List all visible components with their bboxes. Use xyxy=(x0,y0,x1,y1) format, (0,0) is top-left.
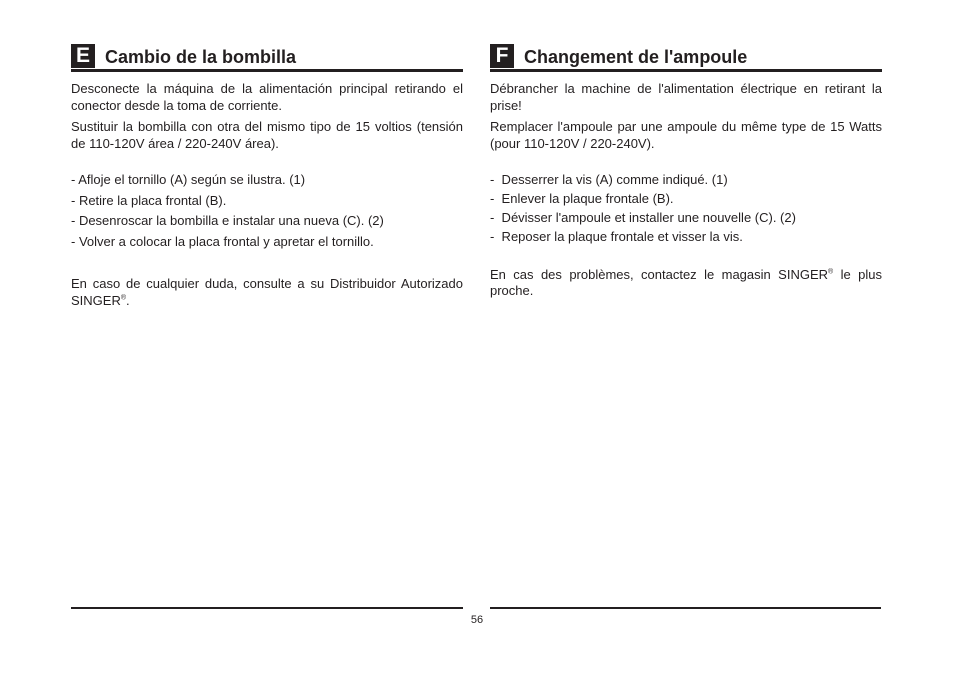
list-item: - Desserrer la vis (A) comme indiqué. (1) xyxy=(490,172,728,187)
intro-block xyxy=(71,81,463,152)
intro-paragraph: Débrancher la machine de l'alimentation électrique en retirant la prise! xyxy=(490,81,882,113)
registered-mark: ® xyxy=(828,268,834,276)
closing-end: le plus proche. xyxy=(490,266,882,298)
footer-divider xyxy=(490,607,881,609)
list-item: - Reposer la plaque frontale et visser la vis. xyxy=(490,229,743,244)
intro-block xyxy=(490,81,882,152)
language-badge: F xyxy=(490,44,514,68)
footer-divider xyxy=(71,607,463,609)
registered-mark: ® xyxy=(120,294,127,302)
list-item: - Retire la placa frontal (B). xyxy=(71,192,227,208)
steps-list xyxy=(490,172,882,246)
list-item: - Desenroscar la bombilla e instalar una nueva (C). (2) xyxy=(71,213,384,228)
closing-text: En cas des problèmes, contactez le magasin SINGER xyxy=(490,266,829,282)
list-item: - Dévisser l'ampoule et installer une nouvelle (C). (2) xyxy=(490,210,796,225)
intro-paragraph: Sustituir la bombilla con otra del mismo tipo de 15 voltios (tensión de 110-120V área / 220-240V área). xyxy=(71,119,463,151)
language-badge: E xyxy=(71,44,95,68)
section-spanish xyxy=(71,44,463,309)
closing-paragraph xyxy=(490,267,882,300)
list-item: - Enlever la plaque frontale (B). xyxy=(490,191,674,206)
intro-paragraph: Remplacer l'ampoule par une ampoule du même type de 15 Watts (pour 110-120V / 220-240V). xyxy=(490,119,882,151)
section-header xyxy=(71,44,463,72)
closing-end: . xyxy=(126,292,130,308)
section-french xyxy=(490,44,882,300)
closing-paragraph xyxy=(71,276,463,309)
page-number: 56 xyxy=(470,614,484,626)
intro-paragraph: Desconecte la máquina de la alimentación principal retirando el conector desde la toma de corriente. xyxy=(71,81,463,113)
closing-text: En caso de cualquier duda, consulte a su Distribuidor Autorizado SINGER xyxy=(71,276,463,308)
list-item: - Afloje el tornillo (A) según se ilustra. (1) xyxy=(71,172,306,187)
list-item: - Volver a colocar la placa frontal y apretar el tornillo. xyxy=(71,233,374,249)
section-header xyxy=(490,44,882,72)
section-title: Cambio de la bombilla xyxy=(105,46,297,67)
steps-list xyxy=(71,172,463,250)
section-title: Changement de l'ampoule xyxy=(524,46,748,67)
